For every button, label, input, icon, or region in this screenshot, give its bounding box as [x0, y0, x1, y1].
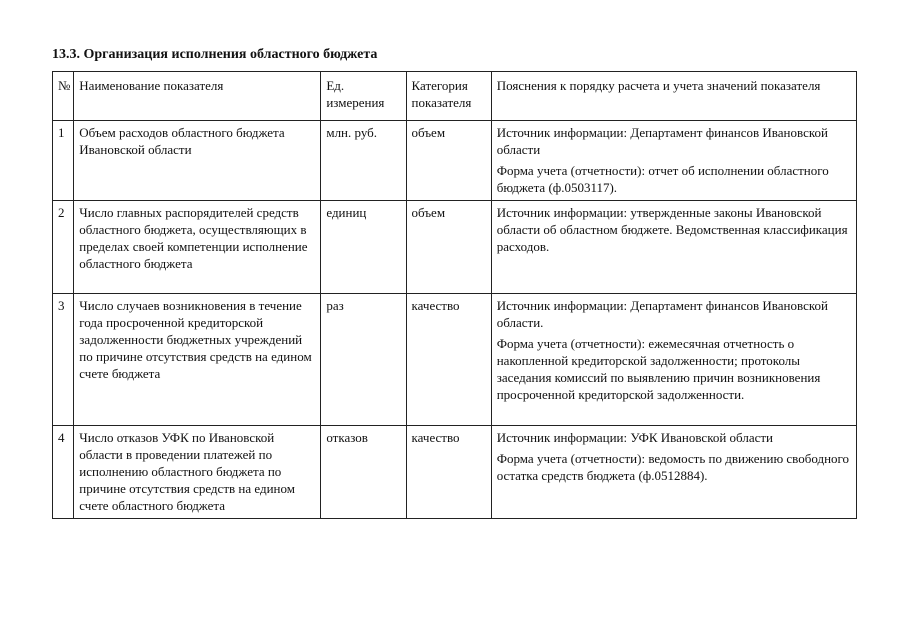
row-num: 1 — [53, 121, 74, 201]
row-name: Число отказов УФК по Ивановской области в проведении платежей по исполнению областного бюджета по причине отсутствия средств на едином счете областного бюджета — [74, 426, 321, 519]
note-paragraph: Форма учета (отчетности): отчет об исполнении областного бюджета (ф.0503117). — [496, 163, 829, 195]
header-notes: Пояснения к порядку расчета и учета значений показателя — [491, 72, 856, 121]
row-unit: отказов — [321, 426, 406, 519]
indicators-table — [52, 71, 857, 519]
row-name: Число главных распорядителей средств областного бюджета, осуществляющих в пределах своей компетенции исполнение областного бюджета — [74, 201, 321, 294]
row-notes — [491, 294, 856, 426]
row-notes — [491, 426, 856, 519]
table-header-row — [53, 72, 857, 121]
table-row — [53, 121, 857, 201]
note-paragraph: Источник информации: утвержденные законы Ивановской области об областном бюджете. Ведомственная классификация расходов. — [496, 205, 848, 254]
row-name: Объем расходов областного бюджета Ивановской области — [74, 121, 321, 201]
header-unit: Ед. измерения — [321, 72, 406, 121]
page-title: 13.3. Организация исполнения областного бюджета — [52, 47, 378, 62]
row-num: 3 — [53, 294, 74, 426]
table-row — [53, 201, 857, 294]
row-category: объем — [406, 201, 491, 294]
row-name: Число случаев возникновения в течение года просроченной кредиторской задолженности бюджетных учреждений по причине отсутствия средств на едином счете бюджета — [74, 294, 321, 426]
row-num: 2 — [53, 201, 74, 294]
row-notes — [491, 121, 856, 201]
table-row — [53, 294, 857, 426]
header-name: Наименование показателя — [74, 72, 321, 121]
row-category: объем — [406, 121, 491, 201]
note-paragraph: Источник информации: УФК Ивановской области — [496, 430, 774, 445]
note-paragraph: Источник информации: Департамент финансов Ивановской области — [496, 125, 828, 157]
row-num: 4 — [53, 426, 74, 519]
header-num: № — [53, 72, 74, 121]
row-unit: единиц — [321, 201, 406, 294]
note-paragraph: Форма учета (отчетности): ведомость по движению свободного остатка средств бюджета (ф.0512884). — [496, 451, 850, 483]
row-unit: раз — [321, 294, 406, 426]
table-row — [53, 426, 857, 519]
row-category: качество — [406, 294, 491, 426]
row-unit: млн. руб. — [321, 121, 406, 201]
note-paragraph: Источник информации: Департамент финансов Ивановской области. — [496, 298, 828, 330]
row-category: качество — [406, 426, 491, 519]
header-category: Категория показателя — [406, 72, 491, 121]
row-notes — [491, 201, 856, 294]
note-paragraph: Форма учета (отчетности): ежемесячная отчетность о накопленной кредиторской задолженности; протоколы заседания комиссий по выявлению причин возникновения просроченной кредиторской задолженности. — [496, 336, 821, 402]
